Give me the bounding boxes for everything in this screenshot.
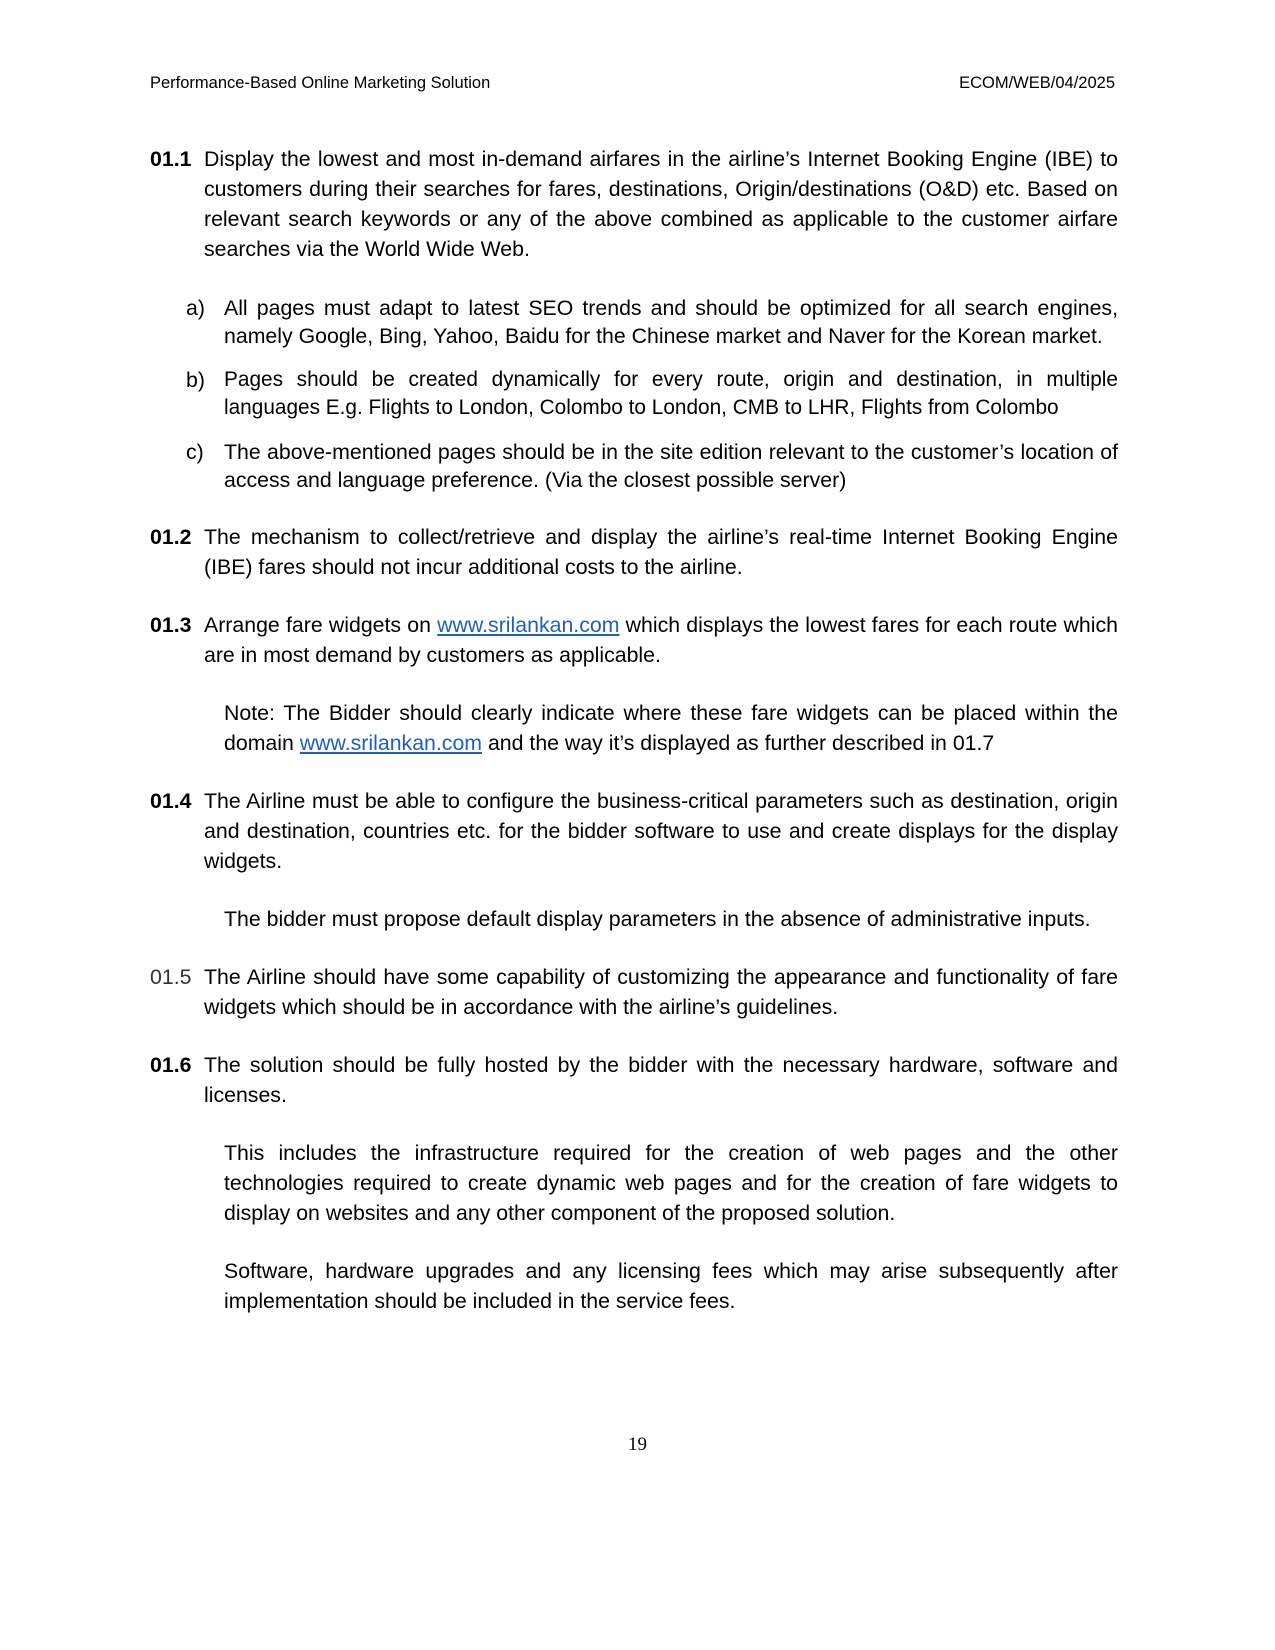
section-number: 01.4 — [150, 789, 192, 813]
list-letter: a) — [186, 296, 205, 320]
section-01-5 — [150, 962, 1118, 1022]
list-item-b — [150, 366, 1118, 422]
list-item-c — [150, 438, 1118, 494]
section-number: 01.1 — [150, 147, 192, 171]
section-01-4 — [150, 786, 1118, 876]
header-title: Performance-Based Online Marketing Solution — [150, 74, 491, 92]
list-item-text: The above-mentioned pages should be in the site edition relevant to the customer’s location of access and language preference. (Via the closest possible server) — [224, 440, 1118, 492]
header-reference: ECOM/WEB/04/2025 — [959, 74, 1115, 92]
section-text: The Airline should have some capability of customizing the appearance and functionality of fare widgets which should be in accordance with the airline’s guidelines. — [204, 965, 1118, 1019]
list-letter: b) — [186, 368, 205, 392]
srilankan-link[interactable]: www.srilankan.com — [437, 613, 620, 637]
note-text: The bidder must propose default display parameters in the absence of administrative inputs. — [224, 907, 1091, 931]
list-item-text: All pages must adapt to latest SEO trends and should be optimized for all search engines, namely Google, Bing, Yahoo, Baidu for the Chinese market and Naver for the Korean market. — [224, 296, 1118, 348]
section-number: 01.3 — [150, 613, 192, 637]
section-text: Display the lowest and most in-demand airfares in the airline’s Internet Booking Engine (IBE) to customers during their searches for fares, destinations, Origin/destinations (O&D) etc. Based on relevant search keywords or any of the above combined as applicable to the customer airfare searches via the World Wide Web. — [204, 147, 1118, 261]
list-item-a — [150, 294, 1118, 350]
section-number: 01.5 — [150, 965, 192, 989]
srilankan-link[interactable]: www.srilankan.com — [299, 731, 483, 755]
note-text: This includes the infrastructure required for the creation of web pages and the other technologies required to create dynamic web pages and for the creation of fare widgets to display on websites and any other component of the proposed solution. — [224, 1141, 1118, 1225]
note-text: Software, hardware upgrades and any licensing fees which may arise subsequently after implementation should be included in the service fees. — [224, 1259, 1118, 1313]
section-01-6-note-2 — [150, 1256, 1118, 1316]
section-01-3 — [150, 610, 1118, 670]
text-segment: which displays the lowest fares for each route which are in most demand by customers as applicable. — [204, 613, 1118, 667]
text-segment: Note: The Bidder should clearly indicate where these fare widgets can be placed within the domain — [224, 701, 1118, 755]
list-item-text: Pages should be created dynamically for every route, origin and destination, in multiple languages E.g. Flights to London, Colombo to London, CMB to LHR, Flights from Colombo — [224, 368, 1118, 419]
page-number: 19 — [628, 1434, 647, 1455]
section-text: The solution should be fully hosted by the bidder with the necessary hardware, software and licenses. — [204, 1053, 1118, 1107]
section-01-2 — [150, 522, 1118, 582]
section-text: The Airline must be able to configure the business-critical parameters such as destination, origin and destination, countries etc. for the bidder software to use and create displays for the display widgets. — [204, 789, 1118, 873]
section-number: 01.6 — [150, 1053, 192, 1077]
section-01-6-note-1 — [150, 1138, 1118, 1228]
section-01-6 — [150, 1050, 1118, 1110]
section-text: The mechanism to collect/retrieve and display the airline’s real-time Internet Booking Engine (IBE) fares should not incur additional costs to the airline. — [204, 525, 1118, 579]
section-01-1 — [150, 144, 1118, 264]
list-letter: c) — [186, 440, 204, 464]
section-01-3-note — [150, 698, 1118, 758]
section-01-4-note — [150, 904, 1118, 934]
document-body — [150, 144, 1118, 1316]
section-text — [204, 610, 1118, 670]
section-number: 01.2 — [150, 525, 192, 549]
text-segment: and the way it’s displayed as further described in 01.7 — [482, 731, 995, 755]
text-segment: Arrange fare widgets on — [204, 613, 438, 637]
note-text — [224, 698, 1118, 758]
